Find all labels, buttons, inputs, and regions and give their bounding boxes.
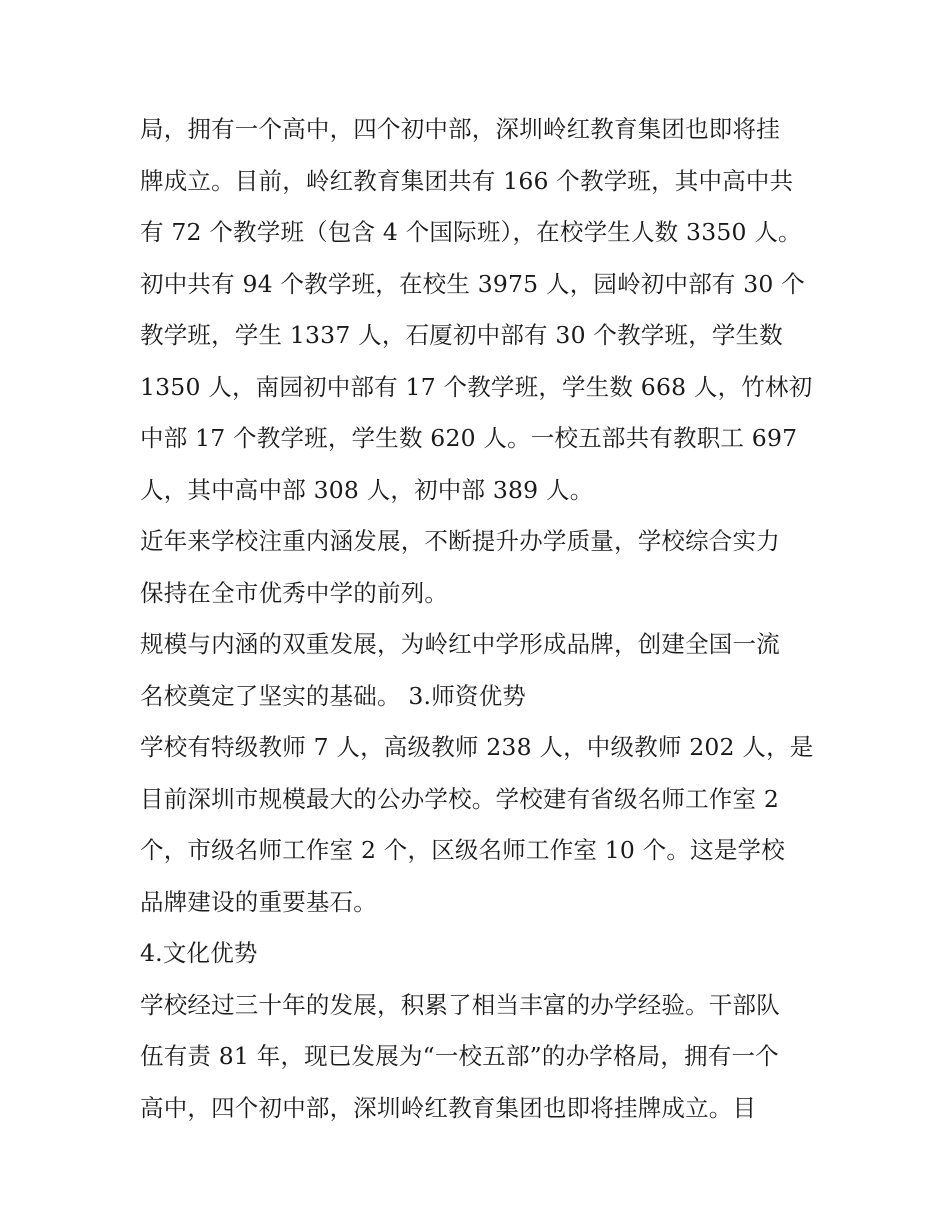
text-line: 近年来学校注重内涵发展，不断提升办学质量，学校综合实力 [140, 527, 780, 555]
text-line: 目前深圳市规模最大的公办学校。学校建有省级名师工作室 2 [140, 784, 780, 813]
text-line: 高中，四个初中部，深圳岭红教育集团也即将挂牌成立。目 [140, 1093, 757, 1122]
text-line: 局，拥有一个高中，四个初中部，深圳岭红教育集团也即将挂 [140, 115, 780, 143]
text-line: 个，市级名师工作室 2 个，区级名师工作室 10 个。这是学校 [140, 836, 785, 864]
text-line: 有 72 个教学班（包含 4 个国际班），在校学生人数 3350 人。 [140, 218, 802, 246]
text-line: 学校有特级教师 7 人，高级教师 238 人，中级教师 202 人，是 [140, 733, 814, 761]
section-heading: 4.文化优势 [140, 939, 258, 967]
text-line: 中部 17 个教学班，学生数 620 人。一校五部共有教职工 697 [140, 424, 798, 452]
text-line: 初中共有 94 个教学班，在校生 3975 人，园岭初中部有 30 个 [140, 269, 805, 298]
text-line: 1350 人，南园初中部有 17 个教学班，学生数 668 人，竹林初 [140, 372, 813, 401]
text-line: 牌成立。目前，岭红教育集团共有 166 个教学班，其中高中共 [140, 166, 794, 195]
text-line: 保持在全市优秀中学的前列。 [140, 578, 449, 607]
text-line: 学校经过三十年的发展，积累了相当丰富的办学经验。干部队 [140, 990, 780, 1019]
section-heading-line: 名校奠定了坚实的基础。 3.师资优势 [140, 681, 526, 710]
text-line: 教学班，学生 1337 人，石厦初中部有 30 个教学班，学生数 [140, 321, 783, 349]
text-line: 人，其中高中部 308 人，初中部 389 人。 [140, 475, 594, 504]
document-body [140, 104, 830, 1134]
text-line: 伍有责 81 年，现已发展为“一校五部”的办学格局，拥有一个 [140, 1042, 779, 1070]
text-line: 规模与内涵的双重发展，为岭红中学形成品牌，创建全国一流 [140, 630, 780, 658]
text-line: 品牌建设的重要基石。 [140, 887, 377, 916]
